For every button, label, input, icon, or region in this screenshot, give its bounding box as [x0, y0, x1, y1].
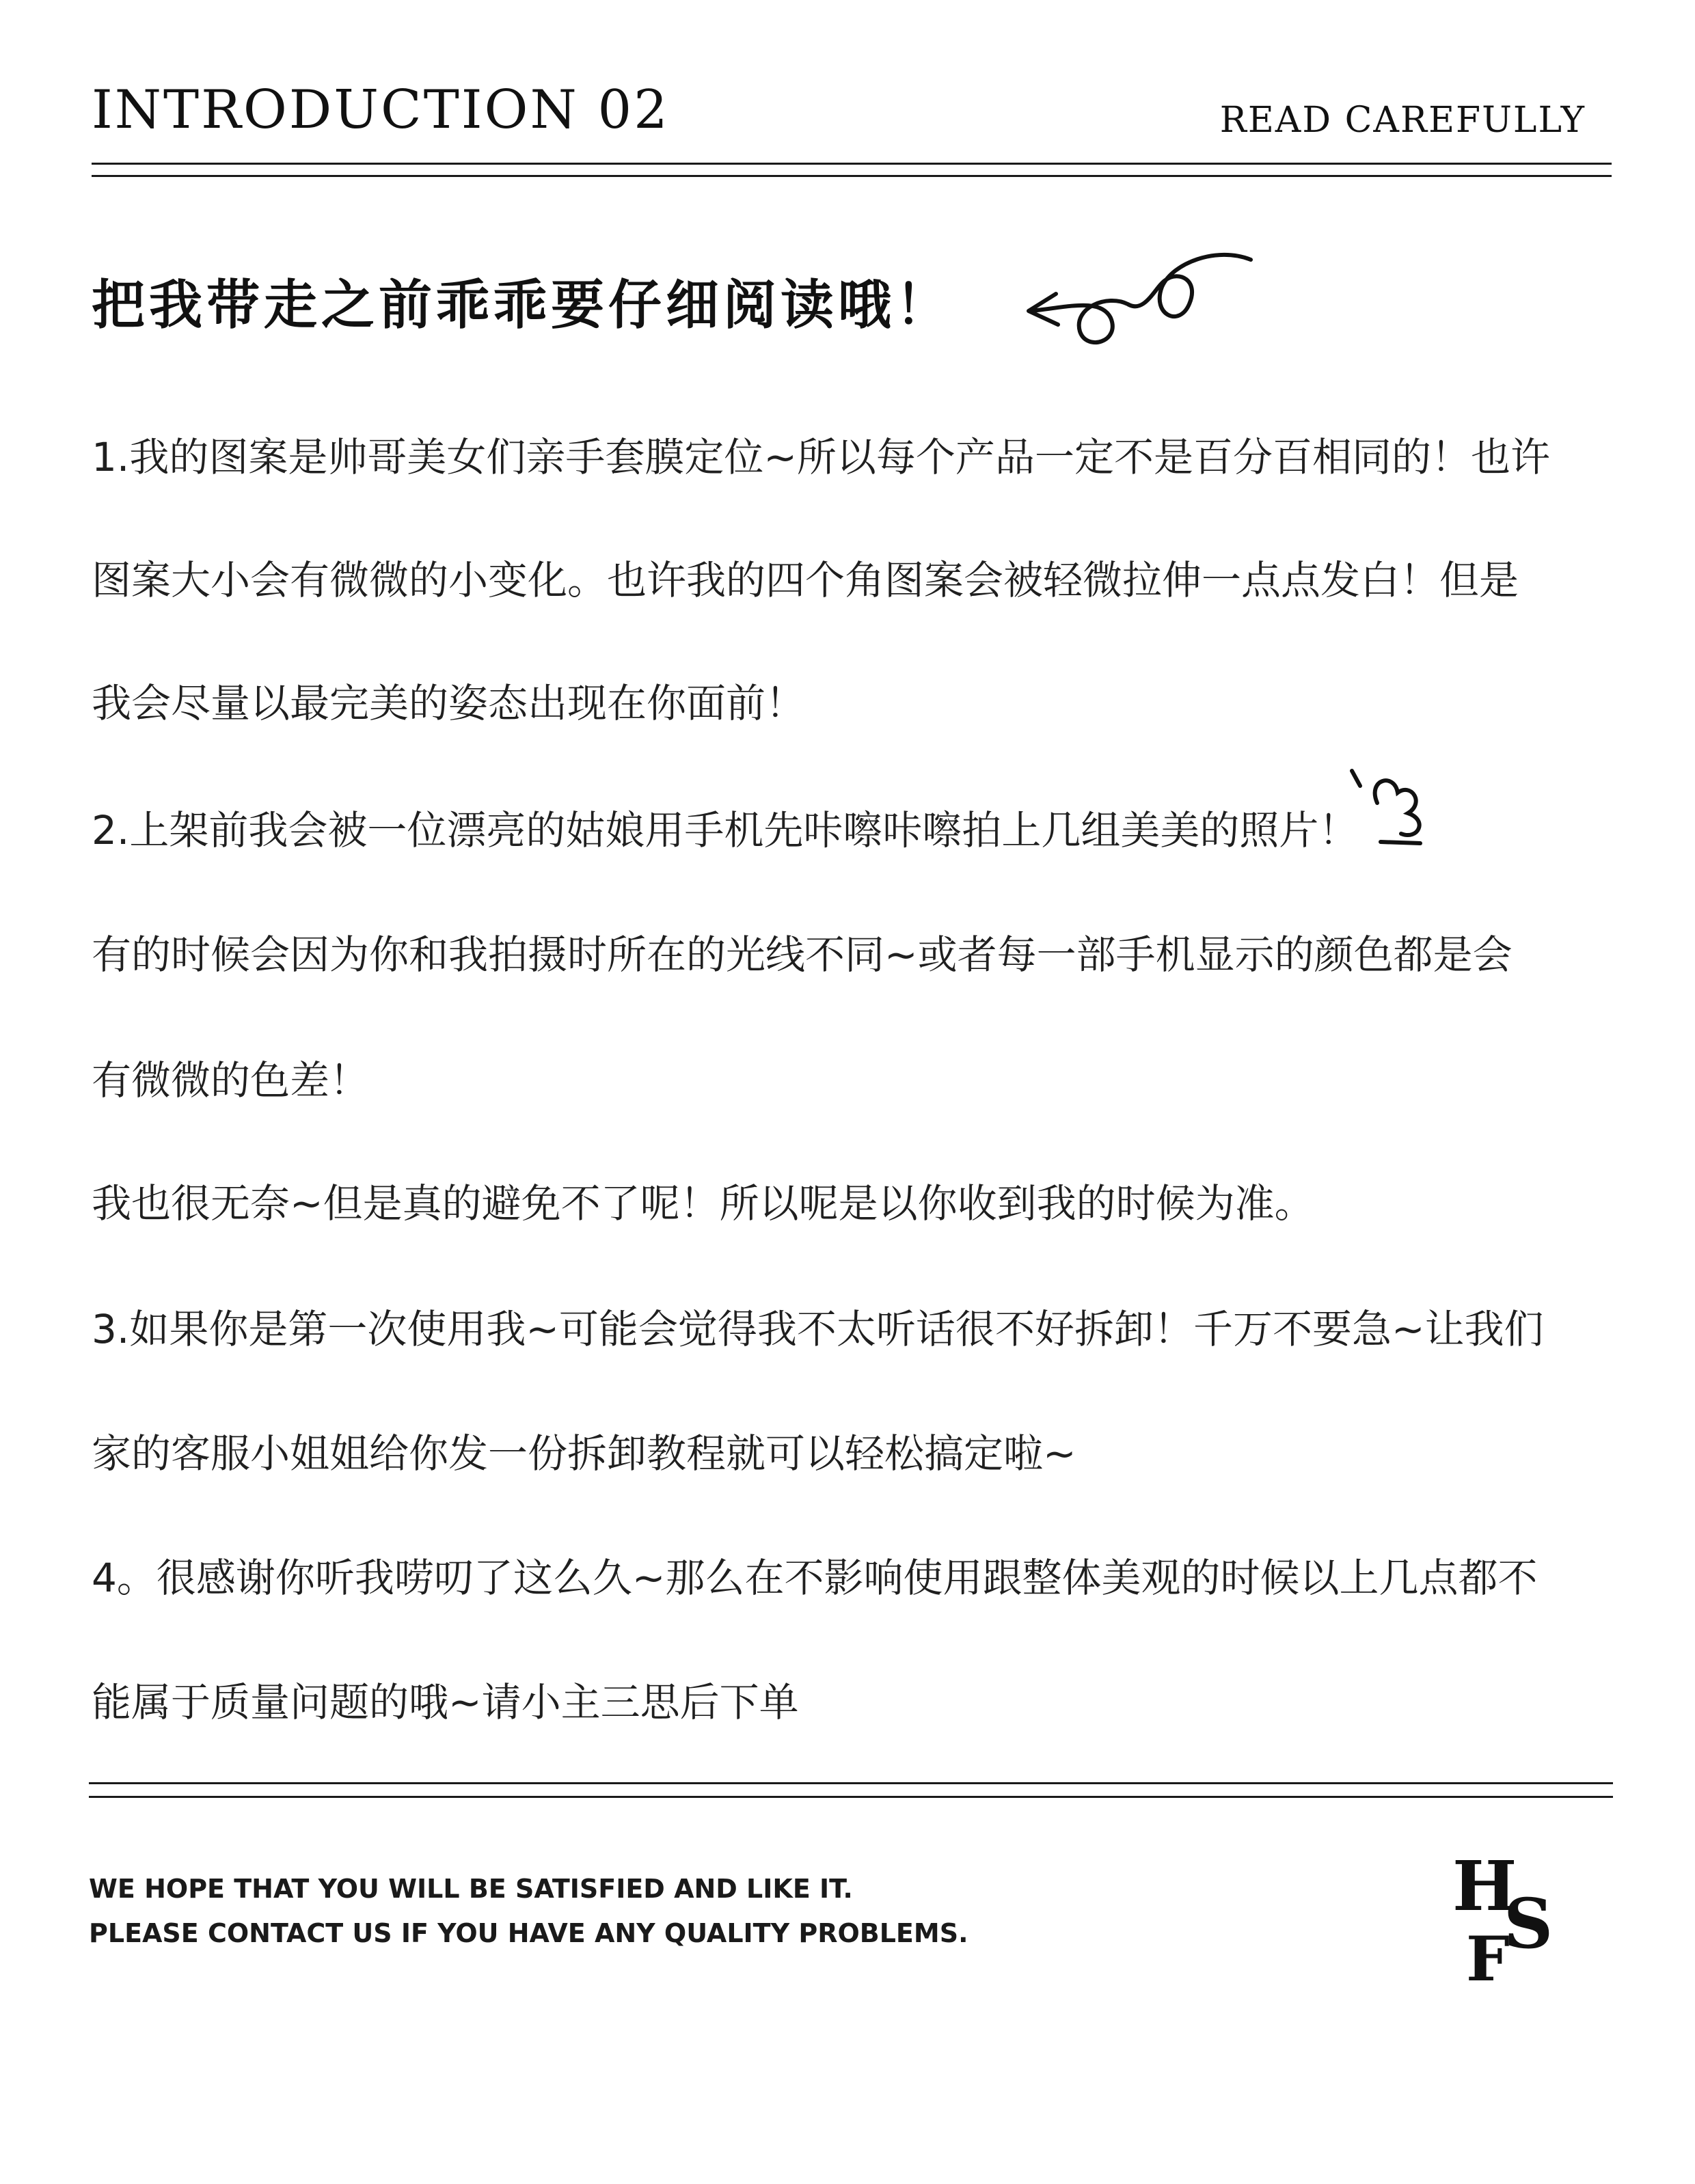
page-subtitle: READ CAREFULLY [1219, 100, 1586, 141]
doodle-flower-icon [1340, 765, 1449, 854]
paragraph-line: 有微微的色差！ [92, 1057, 370, 1104]
doodle-loop-arrow-icon [1025, 239, 1258, 355]
logo-letter-h: H [1452, 1846, 1517, 1926]
page-title: INTRODUCTION 02 [92, 79, 670, 141]
logo-letter-s: S [1504, 1883, 1554, 1964]
footer-divider-bottom [89, 1796, 1613, 1798]
paragraph-line: 能属于质量问题的哦~请小主三思后下单 [92, 1679, 799, 1725]
paragraph-line: 2.上架前我会被一位漂亮的姑娘用手机先咔嚓咔嚓拍上几组美美的照片！ [92, 807, 1359, 854]
headline: 把我带走之前乖乖要仔细阅读哦！ [92, 275, 953, 336]
footer-line-2: PLEASE CONTACT US IF YOU HAVE ANY QUALITY PROBLEMS. [89, 1918, 968, 1948]
paragraph-line: 3.如果你是第一次使用我~可能会觉得我不太听话很不好拆卸！千万不要急~让我们 [92, 1306, 1544, 1352]
paragraph-line: 家的客服小姐姐给你发一份拆卸教程就可以轻松搞定啦~ [92, 1430, 1076, 1477]
paragraph-line: 我也很无奈~但是真的避免不了呢！所以呢是以你收到我的时候为准。 [92, 1180, 1314, 1227]
paragraph-line: 4。很感谢你听我唠叨了这么久~那么在不影响使用跟整体美观的时候以上几点都不 [92, 1555, 1538, 1601]
paragraph-line: 有的时候会因为你和我拍摄时所在的光线不同~或者每一部手机显示的颜色都是会 [92, 931, 1513, 978]
header-divider-top [92, 163, 1612, 165]
brand-logo [1449, 1845, 1586, 1982]
paragraph-line: 我会尽量以最完美的姿态出现在你面前！ [92, 680, 806, 726]
paragraph-line: 图案大小会有微微的小变化。也许我的四个角图案会被轻微拉伸一点点发白！但是 [92, 557, 1519, 603]
footer-divider-top [89, 1782, 1613, 1784]
paragraph-line: 1.我的图案是帅哥美女们亲手套膜定位~所以每个产品一定不是百分百相同的！也许 [92, 434, 1550, 480]
footer-line-1: WE HOPE THAT YOU WILL BE SATISFIED AND LIKE IT. [89, 1874, 853, 1904]
header-divider-bottom [92, 175, 1612, 177]
logo-letter-f: F [1466, 1923, 1510, 1982]
